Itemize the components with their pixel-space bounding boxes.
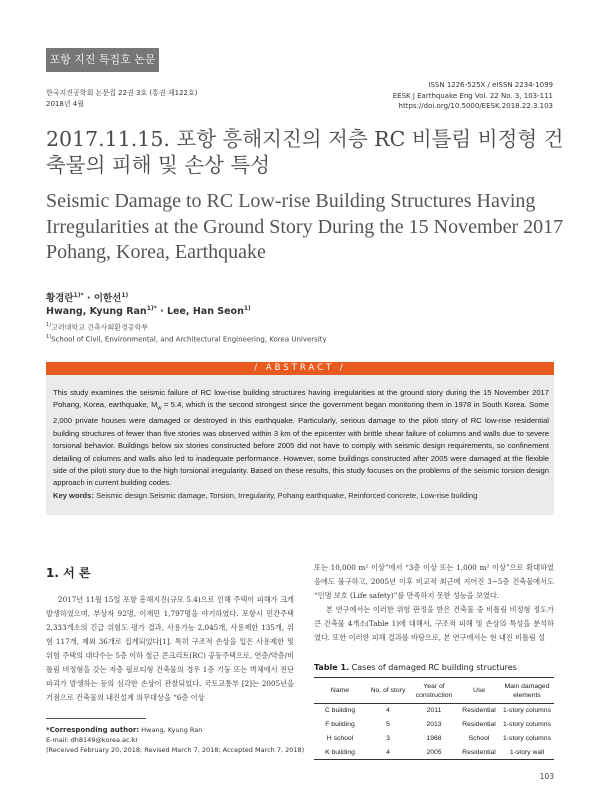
affiliation-en-sup: 1) (46, 334, 52, 340)
author-separator-en: · (160, 306, 164, 318)
keywords-text: Seismic design Seismic damage, Torsion, Irregularity, Pohang earthquake, Reinforced concrete, Low-rise building (96, 491, 478, 500)
table-row (314, 732, 554, 746)
table-cell: C building (324, 707, 356, 715)
journal-date-ko: 2018년 4월 (46, 100, 85, 108)
page-number: 103 (539, 772, 554, 781)
table-caption-label: Table 1. (314, 663, 350, 672)
magnitude-subscript: w (157, 405, 162, 412)
table-header-row (314, 678, 554, 704)
table-row (314, 718, 554, 732)
corresponding-author-footnote (46, 725, 304, 755)
table-cell: H school (326, 735, 354, 742)
author-2-en-sup: 1) (243, 305, 251, 312)
table-row (314, 704, 554, 718)
author-1-ko: 황경란 (46, 293, 74, 304)
table-cell: F building (325, 721, 355, 728)
author-separator: · (86, 293, 91, 304)
table-cell: Residential (462, 721, 496, 728)
affiliation-korean (46, 322, 148, 332)
col-header-damage: Main damaged elements (504, 682, 550, 699)
abstract-label-bar: / ABSTRACT / (46, 362, 554, 375)
col-header-name: Name (330, 687, 350, 694)
footnote-email[interactable]: E-mail: dh8149@korea.ac.kr (46, 736, 139, 744)
journal-header-english (393, 80, 553, 112)
author-1-ko-sup: 1)* (73, 291, 84, 299)
journal-reference: EESK J Earthquake Eng Vol. 22 No. 3, 103-111 (392, 91, 553, 100)
table-cell: 1-story columns (503, 721, 551, 728)
journal-volume-ko: 한국지진공학회 논문집 22권 3호 (통권 제122호) (46, 89, 198, 97)
intro-right-column (314, 561, 554, 645)
authors-korean (46, 290, 128, 304)
affiliation-en-text: School of Civil, Environmental, and Architectural Engineering, Korea University (51, 335, 327, 344)
author-2-ko-sup: 1) (121, 291, 129, 299)
col-header-stories: No. of story (370, 687, 406, 694)
table-cell: 5 (386, 721, 390, 728)
table-cell: 1-story columns (503, 735, 551, 742)
affiliation-ko-sup: 1) (46, 322, 52, 328)
title-english: Seismic Damage to RC Low-rise Building Structures Having Irregularities at the Ground Story During the 15 November 2017 Pohang, Korea, Earthquake (46, 190, 564, 263)
intro-left-column: 2017년 11월 15일 포항 흥해지진(규모 5.4)으로 인해 주택이 피해가 크게 발생하였으며, 부상자 92명, 이재민 1,797명을 야기하였다. 포항시 민간주택 2,333개소의 긴급 위험도 평가 결과, 사용가능 2,045개, 사용제한 135개, 위험 117개, 제외 36개로 집계되었다[1]. 특히 구조적 손상을 입은 사용제한 및 위험 주택의 대다수는 5층 이하 철근 콘크리트(RC) 공동주택으로, 연층/약층/비틀림 비정형을 갖는 저층 필로티형 건축물의 경우 1층 기둥 또는 벽체에서 전단파괴가 발생하는 등의 심각한 손상이 관찰되었다. 국토교통부 [2]는 2005년을 기점으로 건축물의 내진설계 의무대상을 “6층 이상 (46, 595, 294, 702)
table-caption-text: Cases of damaged RC building structures (351, 663, 517, 672)
intro-right-para-1: 또는 10,000 m² 이상”에서 “3층 이상 또는 1,000 m² 이상”으로 확대하였음에도 불구하고, 2005년 이후 비교적 최근에 지어진 3~5층 건축물에서도 “인명 보호 (Life safety)”를 만족하지 못한 성능을 보였다. (314, 563, 554, 600)
abstract-part-1: This study examines the seismic failure of RC low-rise building structures having irregularities at the ground story during the 15 November 2017 Pohang, Korea, earthquake, M (53, 388, 549, 410)
table-cell: 1-story wall (509, 748, 545, 756)
table-cell: 2011 (426, 707, 442, 715)
footnote-divider (46, 718, 146, 719)
table-cell: Residential (462, 707, 496, 715)
author-2-ko: 이한선 (93, 293, 122, 304)
keywords (53, 491, 549, 500)
abstract-part-2: = 5.4, which is the second strongest since the government began monitoring them in 1978 in South Korea. Some 2,000 private houses were damaged or destroyed in this earthquake. Particularly, serious damage to the piloti story of RC low-rise residential building structures of fewer than five stories was observed within 3 km of the epicenter with brittle shear failure of columns and walls due to severe torsional behavior. Buildings below six stories constructed before 2005 did not have to comply with seismic design requirements, so confinement detailing of columns and walls also led to inadequate performance. However, some buildings constructed after 2005 were damaged at the flexible side of the piloti story due to the high torsional irregularity. Based on these results, this study focuses on the problems of the seismic torsion design approach in current building codes. (53, 400, 549, 488)
issn: ISSN 1226-525X / eISSN 2234-1099 (428, 81, 553, 89)
table-cell: School (468, 735, 490, 742)
table-cell: Residential (462, 748, 496, 756)
table-cell: 2013 (426, 721, 442, 728)
author-1-en: Hwang, Kyung Ran (46, 306, 147, 318)
keywords-label: Key words: (53, 491, 94, 500)
table-cell: 1-story columns (503, 707, 551, 715)
author-2-en: Lee, Han Seon (166, 306, 244, 318)
section-1-title: 1. 서 론 (46, 566, 91, 580)
col-header-year: Year of construction (415, 682, 453, 699)
footnote-author-name: Hwang, Kyung Ran (141, 726, 203, 734)
table-cell: 4 (386, 707, 390, 715)
affiliation-english (46, 334, 327, 343)
journal-header-korean (46, 88, 198, 110)
intro-right-para-2: 본 연구에서는 이러한 위험 판정을 받은 건축물 중 비틀림 비정형 정도가 큰 건축물 4개소(Table 1)에 대해서, 구조적 피해 및 손상의 특성을 분석하였다. 또한 이러한 피해 결과를 바탕으로, 본 연구에서는 현 내진 비틀림 설 (314, 605, 554, 642)
author-1-en-sup: 1)* (146, 305, 157, 312)
footnote-dates: (Received February 20, 2018; Revised March 7, 2018; Accepted March 7, 2018) (46, 746, 305, 754)
affiliation-ko-text: 고려대학교 건축사회환경공학부 (51, 323, 149, 332)
damaged-buildings-table (314, 677, 554, 760)
table-cell: 2005 (426, 748, 442, 756)
col-header-use: Use (472, 687, 486, 694)
authors-english (46, 305, 251, 317)
table-cell: 1968 (426, 735, 442, 742)
table-cell: K building (325, 748, 355, 756)
doi-link[interactable]: https://doi.org/10.5000/EESK.2018.22.3.103 (398, 102, 553, 110)
table-row (314, 746, 554, 760)
special-issue-tag: 포항 지진 특집호 논문 (46, 48, 159, 72)
table-caption (314, 663, 517, 672)
title-korean: 2017.11.15. 포항 흥해지진의 저층 RC 비틀림 비정형 건축물의 피해 및 손상 특성 (46, 127, 564, 177)
footnote-head: *Corresponding author: (46, 726, 140, 734)
table-cell: 3 (386, 735, 390, 742)
abstract-text (53, 387, 549, 490)
table-cell: 4 (386, 748, 390, 756)
